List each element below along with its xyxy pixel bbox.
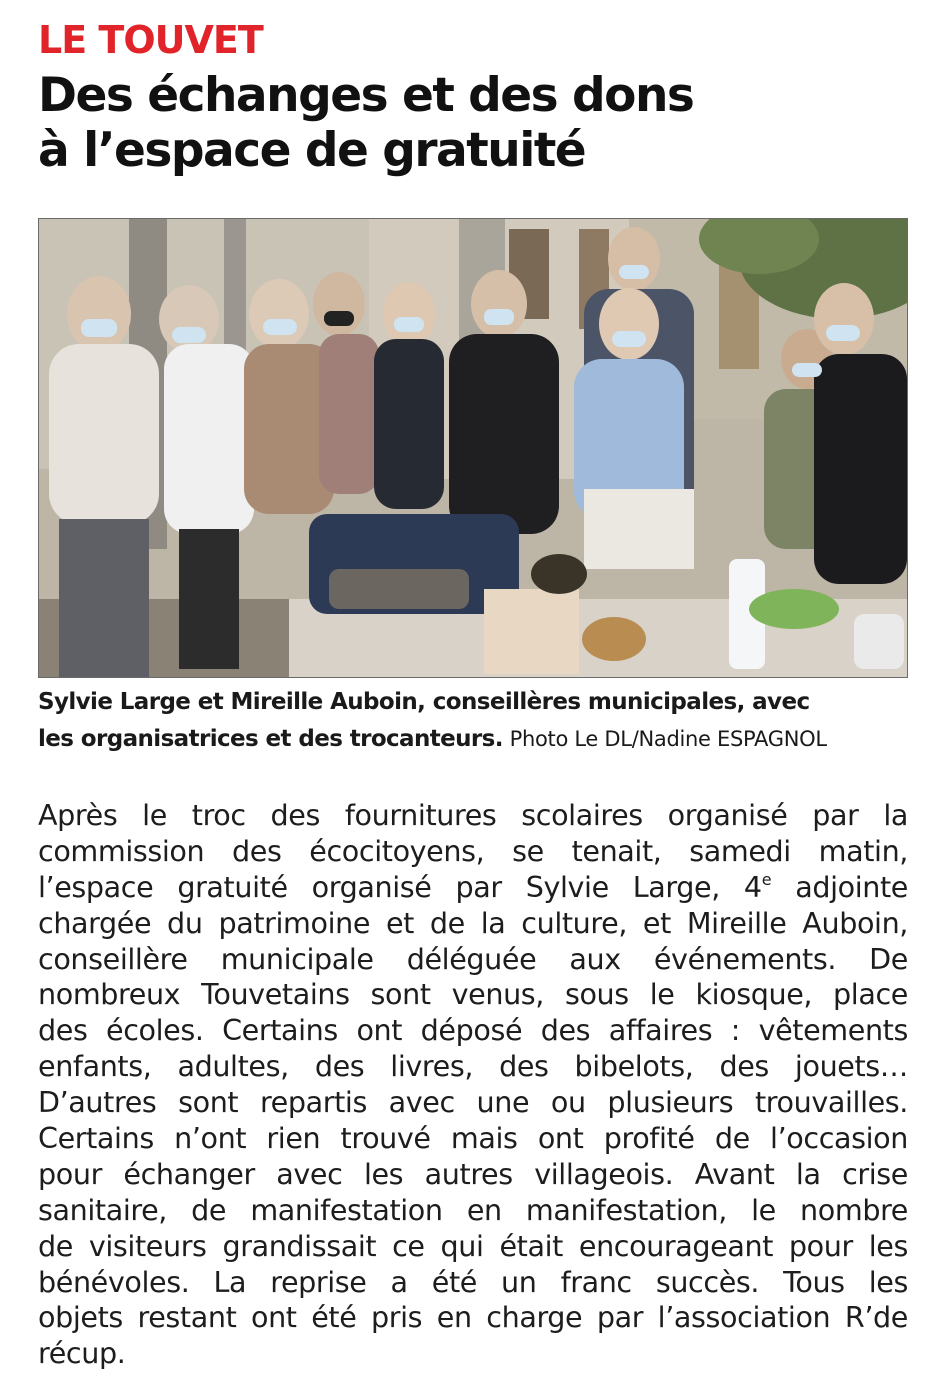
body-line: enfants, adultes, des livres, des bibelots, des jouets… — [38, 1049, 908, 1084]
article-body — [38, 798, 908, 1372]
body-line: des écoles. Certains ont déposé des affaires : vêtements — [38, 1013, 908, 1048]
body-line: Certains n’ont rien trouvé mais ont profité de l’occasion — [38, 1121, 908, 1156]
article — [38, 18, 908, 1371]
photo-caption — [38, 684, 908, 758]
body-line: chargée du patrimoine et de la culture, et Mireille Auboin, — [38, 905, 908, 940]
body-line: nombreux Touvetains sont venus, sous le kiosque, place — [38, 977, 908, 1012]
ordinal-suffix: e — [761, 869, 772, 889]
body-line: D’autres sont repartis avec une ou plusieurs trouvailles. — [38, 1085, 908, 1120]
headline-line: Des échanges et des dons — [38, 68, 694, 123]
body-line: pour échanger avec les autres villageois. Avant la crise — [38, 1156, 908, 1191]
body-line: objets restant ont été pris en charge par l’association R’de — [38, 1300, 908, 1335]
kicker-location: LE TOUVET — [38, 18, 263, 62]
article-photo — [38, 218, 908, 678]
body-line — [38, 870, 908, 906]
photo-credit: Photo Le DL/Nadine ESPAGNOL — [509, 727, 827, 751]
body-line-tail: adjointe — [771, 869, 908, 904]
caption-line-2: les organisatrices et des trocanteurs. — [38, 726, 503, 752]
body-line: bénévoles. La reprise a été un franc succès. Tous les — [38, 1264, 908, 1299]
body-line-text: l’espace gratuité organisé par Sylvie Large, 4 — [38, 869, 762, 904]
body-line: conseillère municipale déléguée aux événements. De — [38, 941, 908, 976]
body-line: Après le troc des fournitures scolaires organisé par la — [38, 798, 908, 832]
body-line: sanitaire, de manifestation en manifestation, le nombre — [38, 1192, 908, 1227]
body-line: de visiteurs grandissait ce qui était encourageant pour les — [38, 1228, 908, 1263]
body-line: commission des écocitoyens, se tenait, samedi matin, — [38, 833, 908, 868]
headline — [38, 68, 908, 178]
headline-line: à l’espace de gratuité — [38, 123, 586, 178]
body-line: récup. — [38, 1336, 126, 1371]
caption-line-1: Sylvie Large et Mireille Auboin, conseillères municipales, avec — [38, 689, 810, 715]
